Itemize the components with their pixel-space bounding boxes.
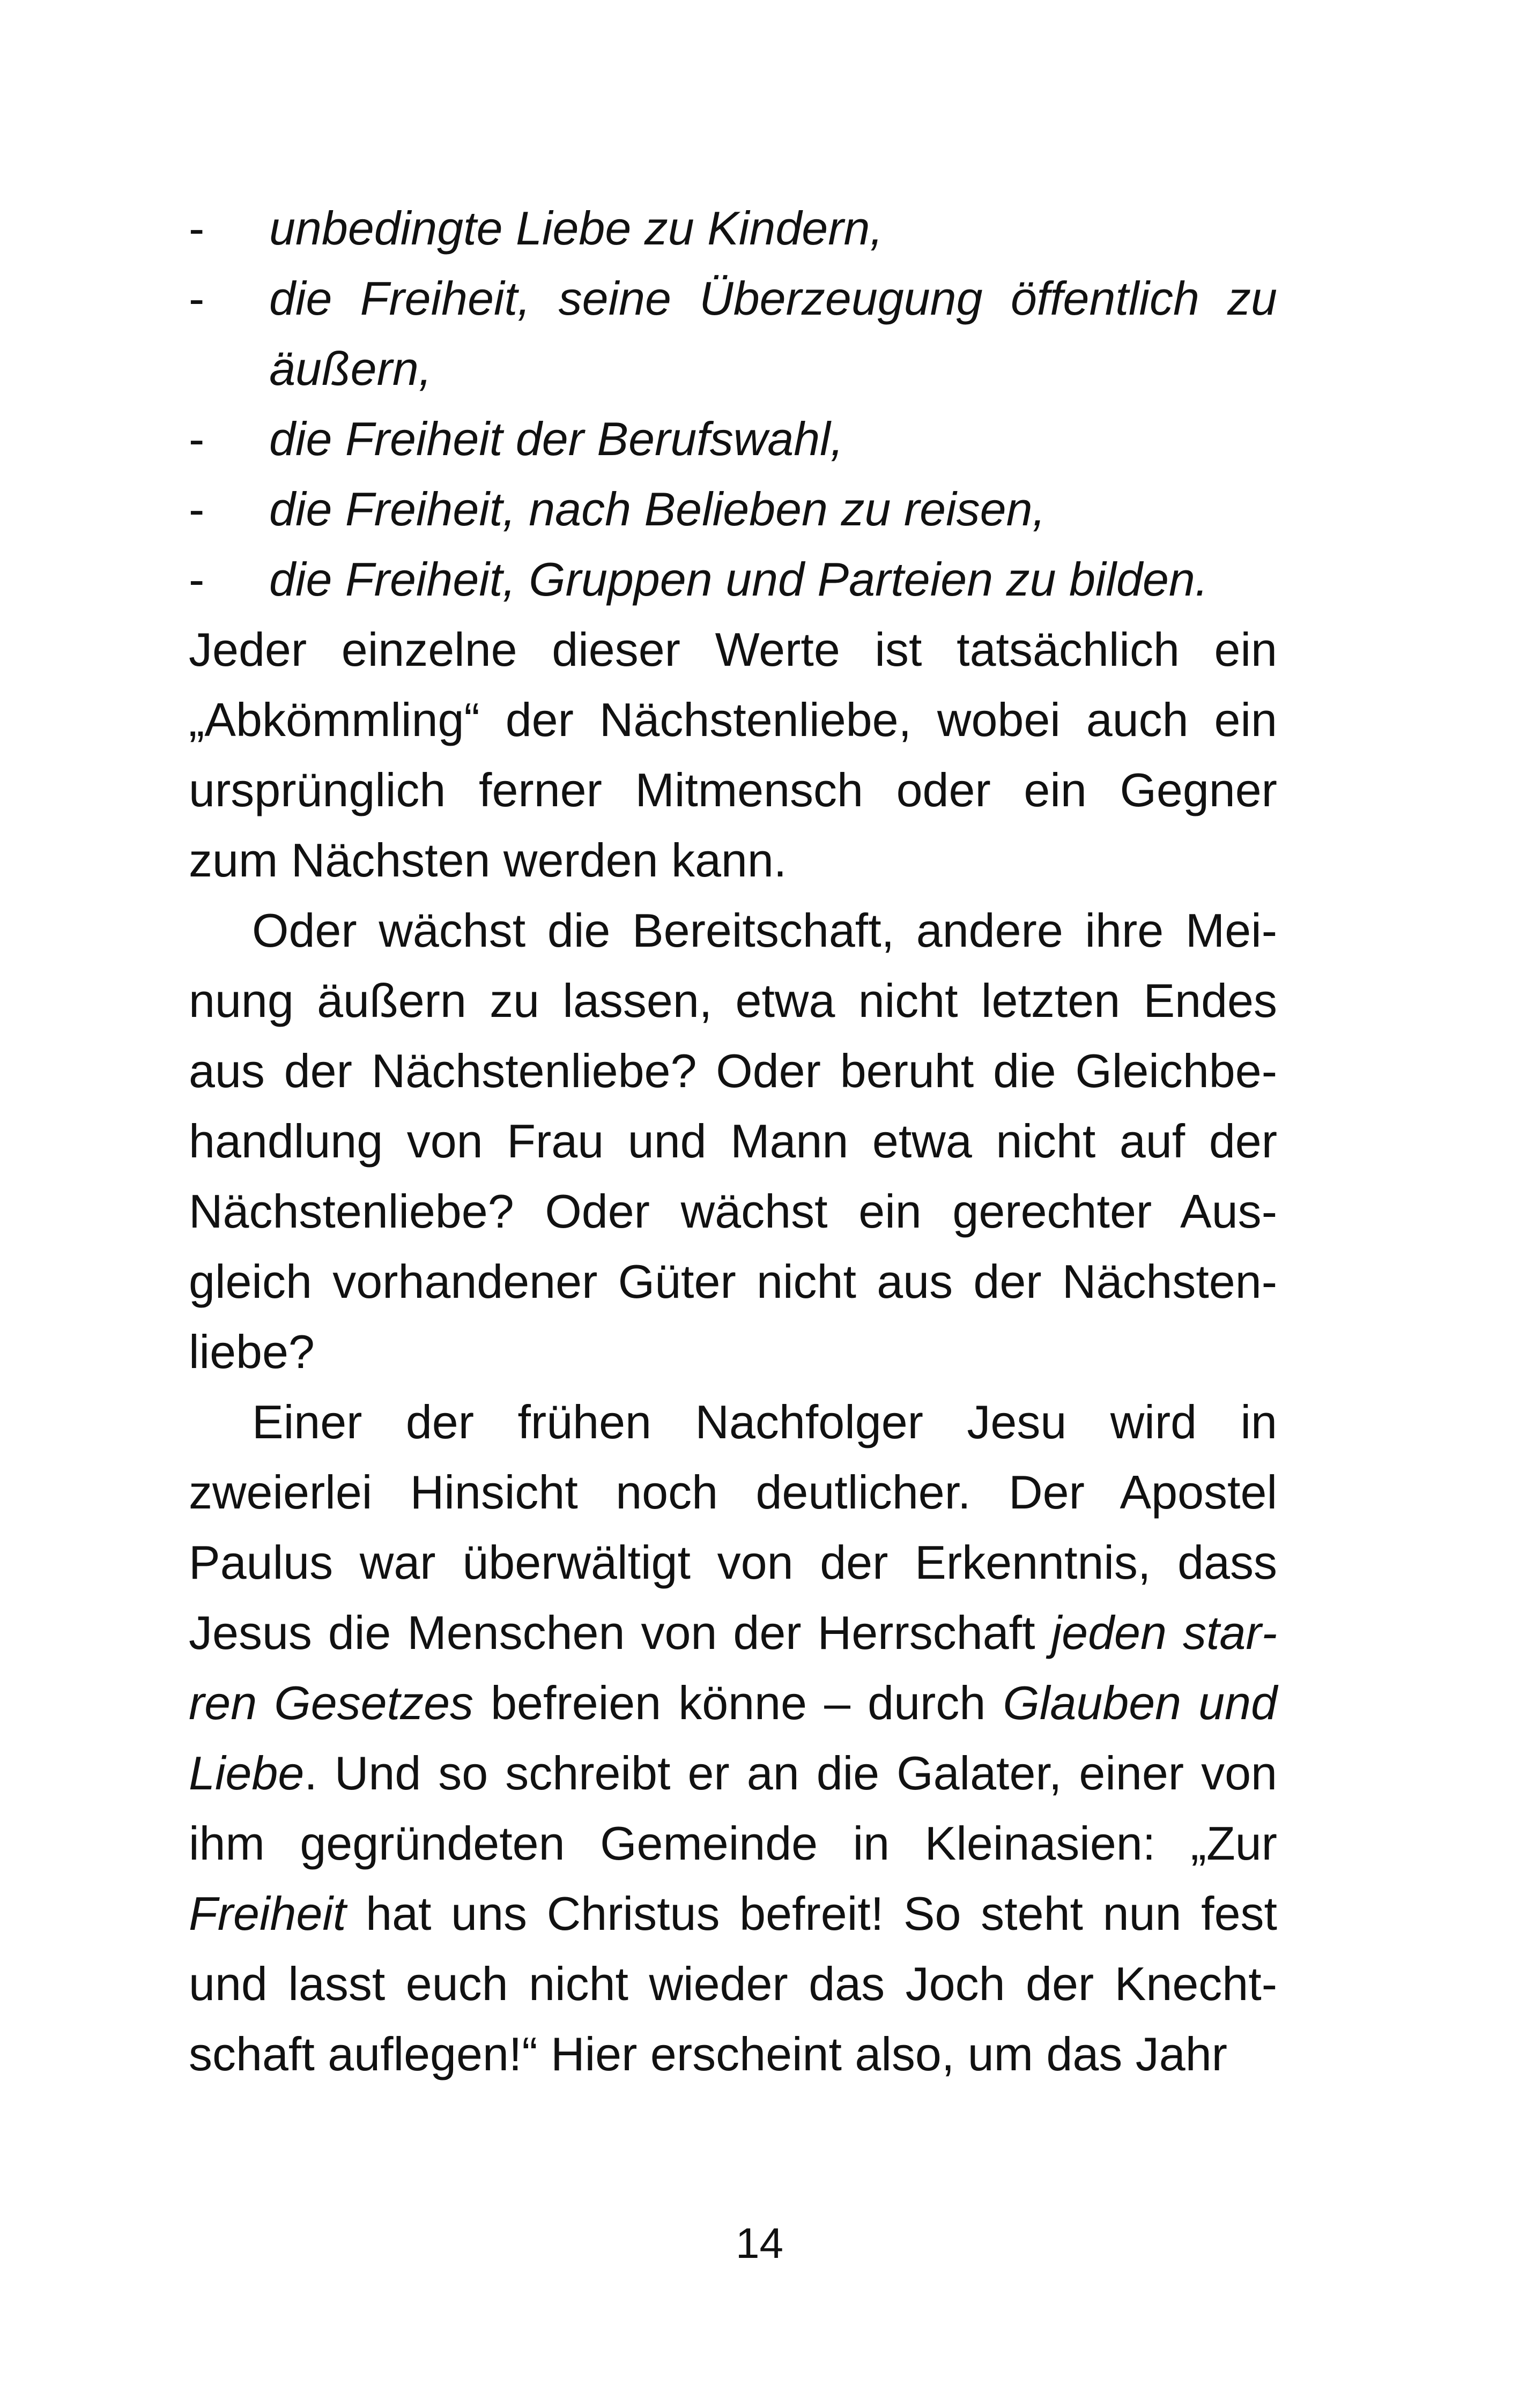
list-item-text: unbedingte Liebe zu Kindern, <box>269 202 883 255</box>
paragraph-text: befreien könne – durch <box>473 1676 1003 1729</box>
list-marker: - <box>189 202 205 255</box>
paragraph-values: Jeder einzelne dieser Werte ist tatsächlich ein „Abkömmling“ der Nächstenliebe, wobei auch ein ursprünglich ferner Mitmensch oder ein Gegner zum Nächsten werden kann. <box>189 623 1277 887</box>
paragraph-text: Einer der frühen Nachfolger Jesu wird in zweierlei Hinsicht noch deutlicher. Der Apostel Paulus war überwältigt von der Erkenntnis, dass Jesus die Menschen von der Herrschaft <box>189 1395 1277 1659</box>
list-marker: - <box>189 272 205 325</box>
list-item <box>189 544 1277 614</box>
list-item-text: die Freiheit, nach Belieben zu reisen, <box>269 482 1046 536</box>
freedom-list <box>189 193 1277 614</box>
list-item <box>189 193 1277 263</box>
list-marker: - <box>189 412 205 465</box>
list-item <box>189 404 1277 474</box>
emphasis-text: Freiheit <box>189 1887 346 1940</box>
list-item-text: die Freiheit der Berufswahl, <box>269 412 844 465</box>
emphasis-text: Glauben und Liebe <box>189 1676 1278 1800</box>
paragraph-text: hat uns Christus befreit! So steht nun fest und lasst euch nicht wieder das Joch der Knechtschaft auflegen!“ Hier erscheint also, um das Jahr <box>189 1887 1277 2080</box>
list-marker: - <box>189 553 205 606</box>
list-item <box>189 474 1277 544</box>
paragraph-paulus <box>189 1387 1277 2089</box>
emphasis-text: jeden starren Gesetzes <box>189 1606 1277 1729</box>
list-marker: - <box>189 482 205 536</box>
page-body <box>189 193 1277 2089</box>
paragraph-questions: Oder wächst die Bereitschaft, andere ihre Meinung äußern zu lassen, etwa nicht letzten Endes aus der Nächstenliebe? Oder beruht die Gleichbehandlung von Frau und Mann etwa nicht auf der Nächstenliebe? Oder wächst ein gerechter Ausgleich vorhandener Güter nicht aus der Nächstenliebe? <box>189 904 1277 1378</box>
list-item-text: die Freiheit, Gruppen und Parteien zu bilden. <box>269 553 1209 606</box>
list-item <box>189 263 1277 404</box>
paragraph-text: . Und so schreibt er an die Galater, einer von ihm gegründeten Gemeinde in Kleinasien: „Zur <box>189 1746 1277 1870</box>
list-item-text: die Freiheit, seine Überzeugung öffentlich zu äußern, <box>269 272 1277 395</box>
page-number: 14 <box>736 2219 783 2267</box>
